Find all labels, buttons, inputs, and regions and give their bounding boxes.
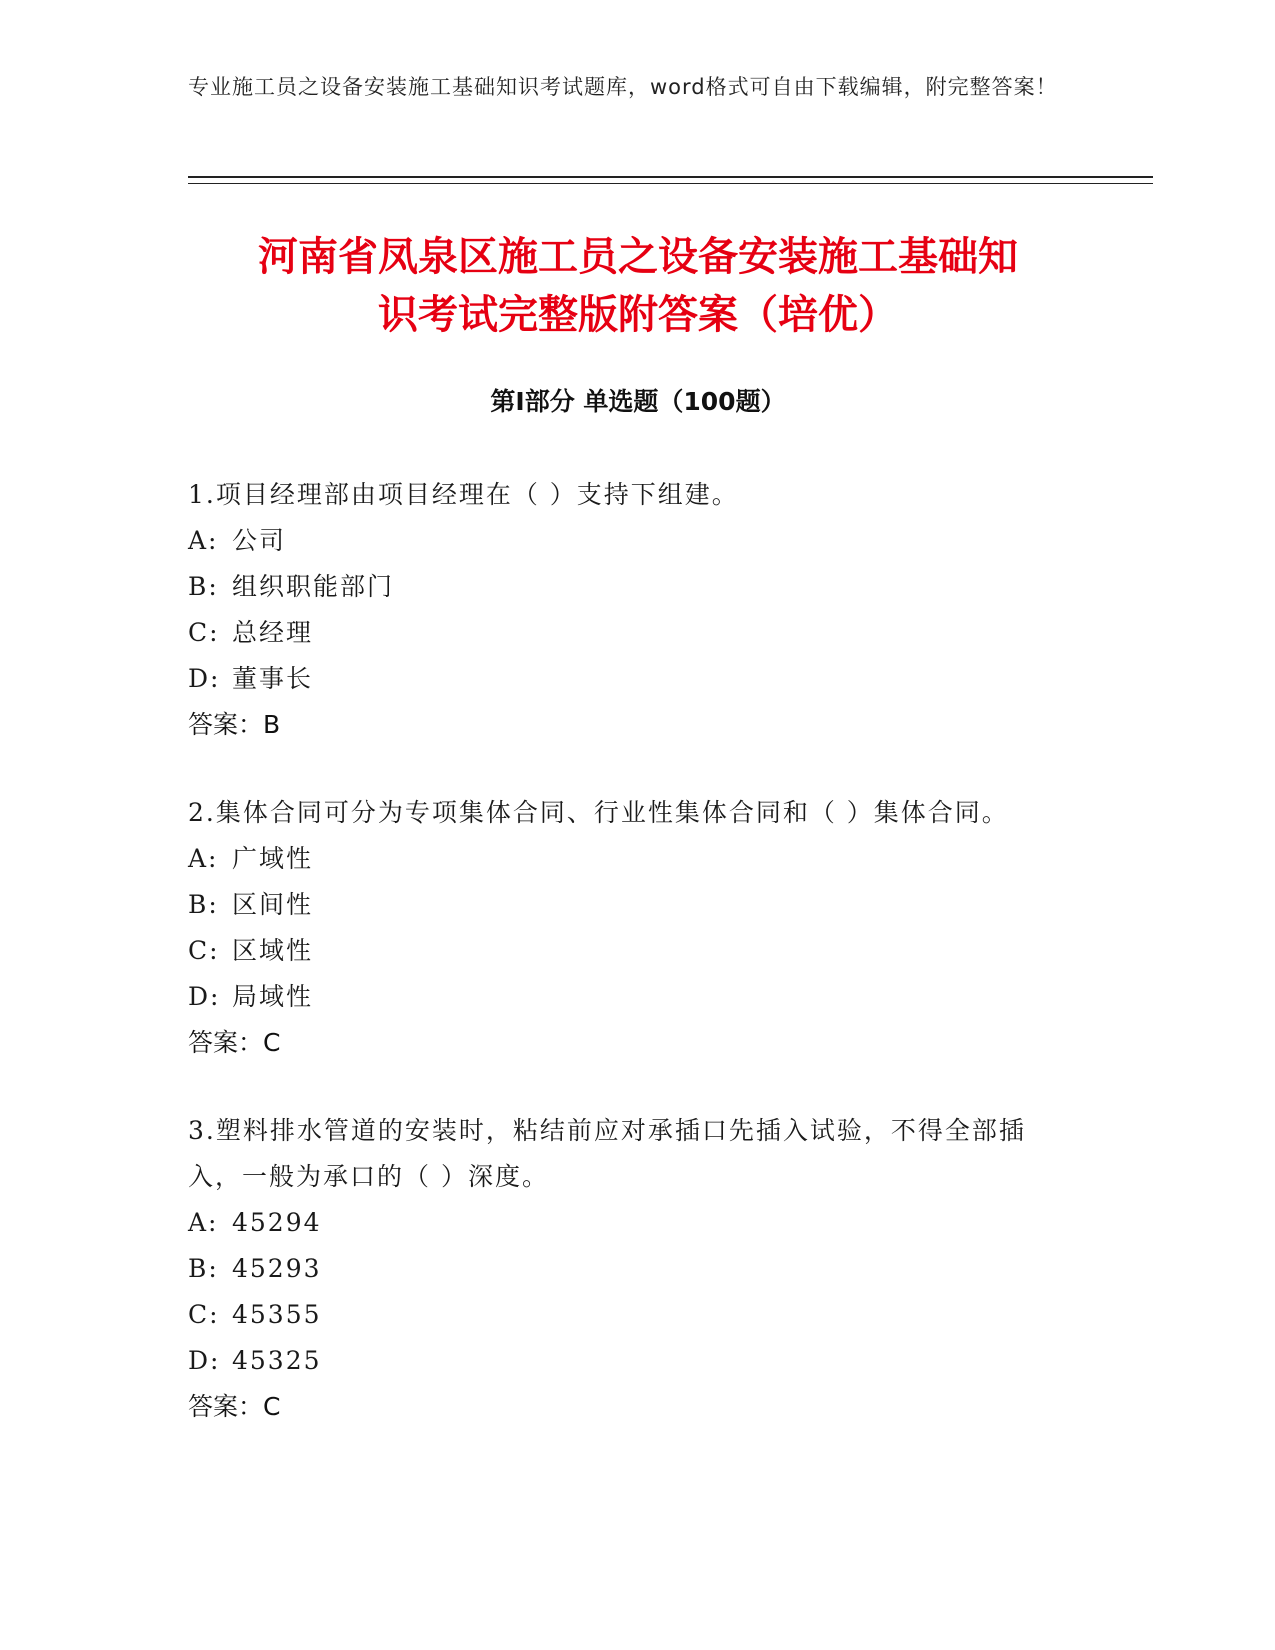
option-a — [188, 518, 1068, 564]
option-text: 组织职能部门 — [232, 572, 395, 601]
question-1 — [188, 472, 1068, 748]
option-letter: C: — [188, 936, 220, 965]
option-text: 广域性 — [232, 844, 314, 873]
option-letter: C: — [188, 618, 220, 647]
option-text: 45325 — [232, 1346, 322, 1375]
answer: 答案：C — [188, 1392, 281, 1421]
option-d — [188, 656, 1068, 702]
option-b — [188, 564, 1068, 610]
option-letter: B: — [188, 890, 219, 919]
document-title-line-2: 识考试完整版附答案（培优） — [378, 292, 898, 338]
answer: 答案：C — [188, 1028, 281, 1057]
option-text: 总经理 — [232, 618, 314, 647]
option-a — [188, 1200, 1068, 1246]
option-text: 局域性 — [232, 982, 314, 1011]
option-letter: D: — [188, 664, 221, 693]
option-letter: D: — [188, 982, 221, 1011]
question-stem: 1.项目经理部由项目经理在（ ）支持下组建。 — [188, 480, 739, 509]
option-text: 公司 — [232, 526, 287, 555]
option-c — [188, 610, 1068, 656]
option-letter: B: — [188, 1254, 219, 1283]
question-stem: 3.塑料排水管道的安装时，粘结前应对承插口先插入试验，不得全部插入，一般为承口的（ ）深度。 — [188, 1116, 1026, 1191]
option-d — [188, 974, 1068, 1020]
option-letter: D: — [188, 1346, 221, 1375]
option-text: 董事长 — [232, 664, 314, 693]
header-note: 专业施工员之设备安装施工基础知识考试题库，word格式可自由下载编辑，附完整答案！ — [188, 75, 1058, 99]
option-text: 区域性 — [232, 936, 314, 965]
document-title — [188, 228, 1088, 344]
option-letter: A: — [188, 1208, 219, 1237]
option-a — [188, 836, 1068, 882]
header-divider-thin — [188, 183, 1153, 184]
option-text: 45293 — [232, 1254, 322, 1283]
document-title-line-1: 河南省凤泉区施工员之设备安装施工基础知 — [258, 234, 1018, 280]
option-text: 45294 — [232, 1208, 322, 1237]
option-text: 区间性 — [232, 890, 314, 919]
option-b — [188, 1246, 1068, 1292]
option-b — [188, 882, 1068, 928]
section-heading: 第I部分 单选题（100题） — [490, 387, 786, 416]
option-text: 45355 — [232, 1300, 322, 1329]
option-letter: C: — [188, 1300, 220, 1329]
option-c — [188, 1292, 1068, 1338]
option-letter: A: — [188, 844, 219, 873]
question-2 — [188, 790, 1068, 1066]
option-d — [188, 1338, 1068, 1384]
question-3 — [188, 1108, 1068, 1430]
header-divider-thick — [188, 176, 1153, 178]
answer: 答案：B — [188, 710, 281, 739]
question-stem: 2.集体合同可分为专项集体合同、行业性集体合同和（ ）集体合同。 — [188, 798, 1009, 827]
option-letter: B: — [188, 572, 219, 601]
option-letter: A: — [188, 526, 219, 555]
option-c — [188, 928, 1068, 974]
